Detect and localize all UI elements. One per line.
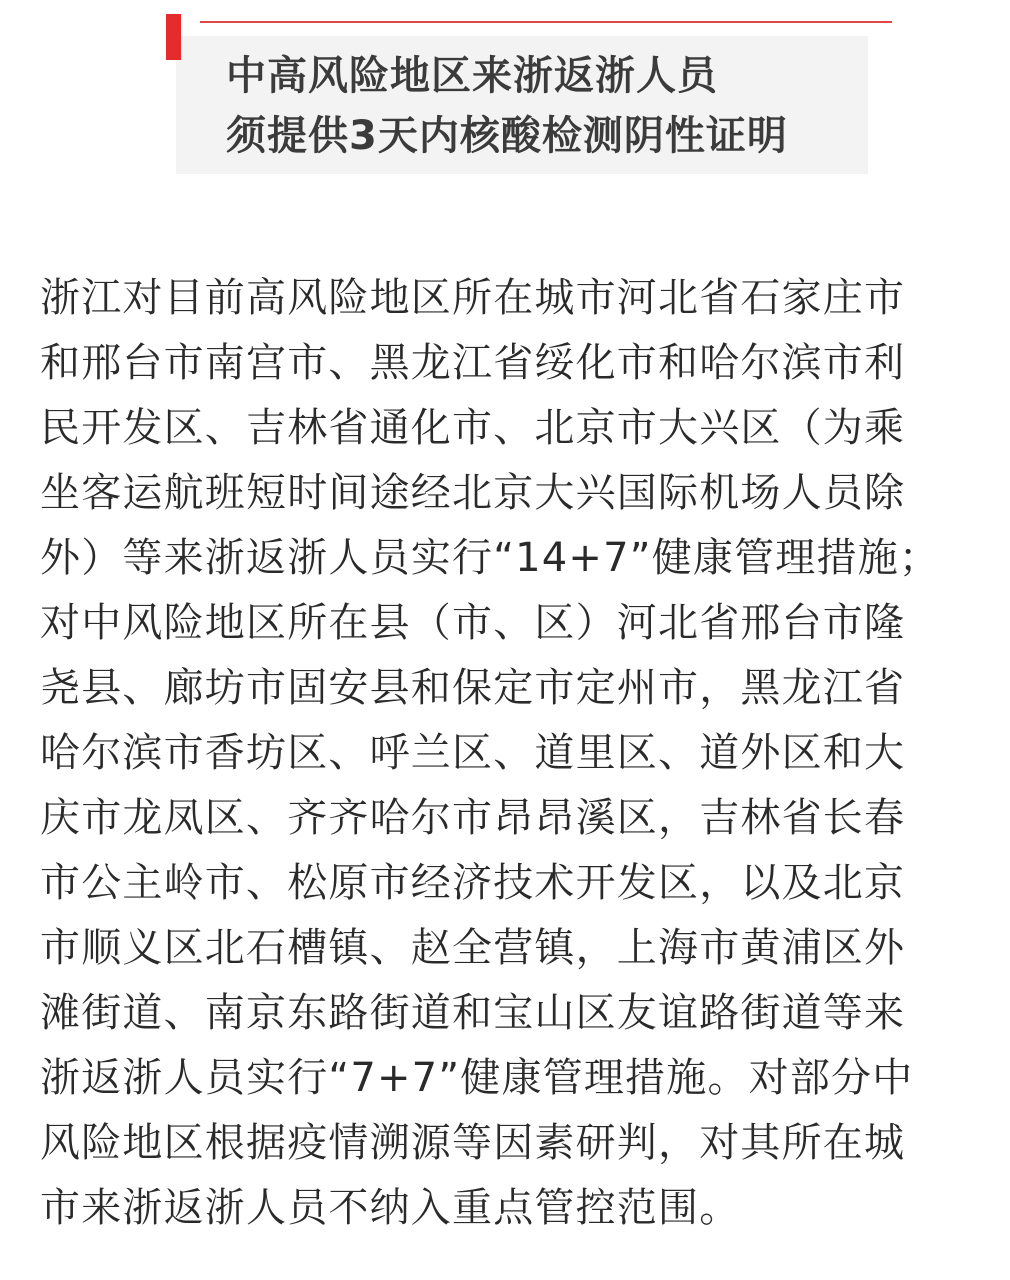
body-line: 浙江对目前高风险地区所在城市河北省石家庄市 <box>40 275 906 321</box>
body-line: 民开发区、吉林省通化市、北京市大兴区（为乘 <box>40 405 906 451</box>
body-line: 市公主岭市、松原市经济技术开发区，以及北京 <box>40 860 906 906</box>
body-line: 滩街道、南京东路街道和宝山区友谊路街道等来 <box>40 990 906 1036</box>
section-heading <box>226 46 866 166</box>
body-line: 对中风险地区所在县（市、区）河北省邢台市隆 <box>40 600 906 646</box>
heading-line-1: 中高风险地区来浙返浙人员 <box>226 53 718 99</box>
heading-line-2: 须提供3天内核酸检测阴性证明 <box>226 113 788 159</box>
body-line: 坐客运航班短时间途经北京大兴国际机场人员除 <box>40 470 906 516</box>
body-line: 尧县、廊坊市固安县和保定市定州市，黑龙江省 <box>40 665 906 711</box>
body-line: 市来浙返浙人员不纳入重点管控范围。 <box>40 1185 741 1231</box>
accent-divider <box>200 21 892 23</box>
body-line: 庆市龙凤区、齐齐哈尔市昂昂溪区，吉林省长春 <box>40 795 906 841</box>
body-line: 浙返浙人员实行“7+7”健康管理措施。对部分中 <box>40 1055 914 1101</box>
body-line: 外）等来浙返浙人员实行“14+7”健康管理措施； <box>40 535 941 581</box>
body-line: 哈尔滨市香坊区、呼兰区、道里区、道外区和大 <box>40 730 906 776</box>
body-line: 风险地区根据疫情溯源等因素研判，对其所在城 <box>40 1120 906 1166</box>
accent-marker <box>166 14 181 60</box>
article-body <box>40 266 972 1241</box>
body-line: 和邢台市南宫市、黑龙江省绥化市和哈尔滨市利 <box>40 340 906 386</box>
body-line: 市顺义区北石槽镇、赵全营镇，上海市黄浦区外 <box>40 925 906 971</box>
